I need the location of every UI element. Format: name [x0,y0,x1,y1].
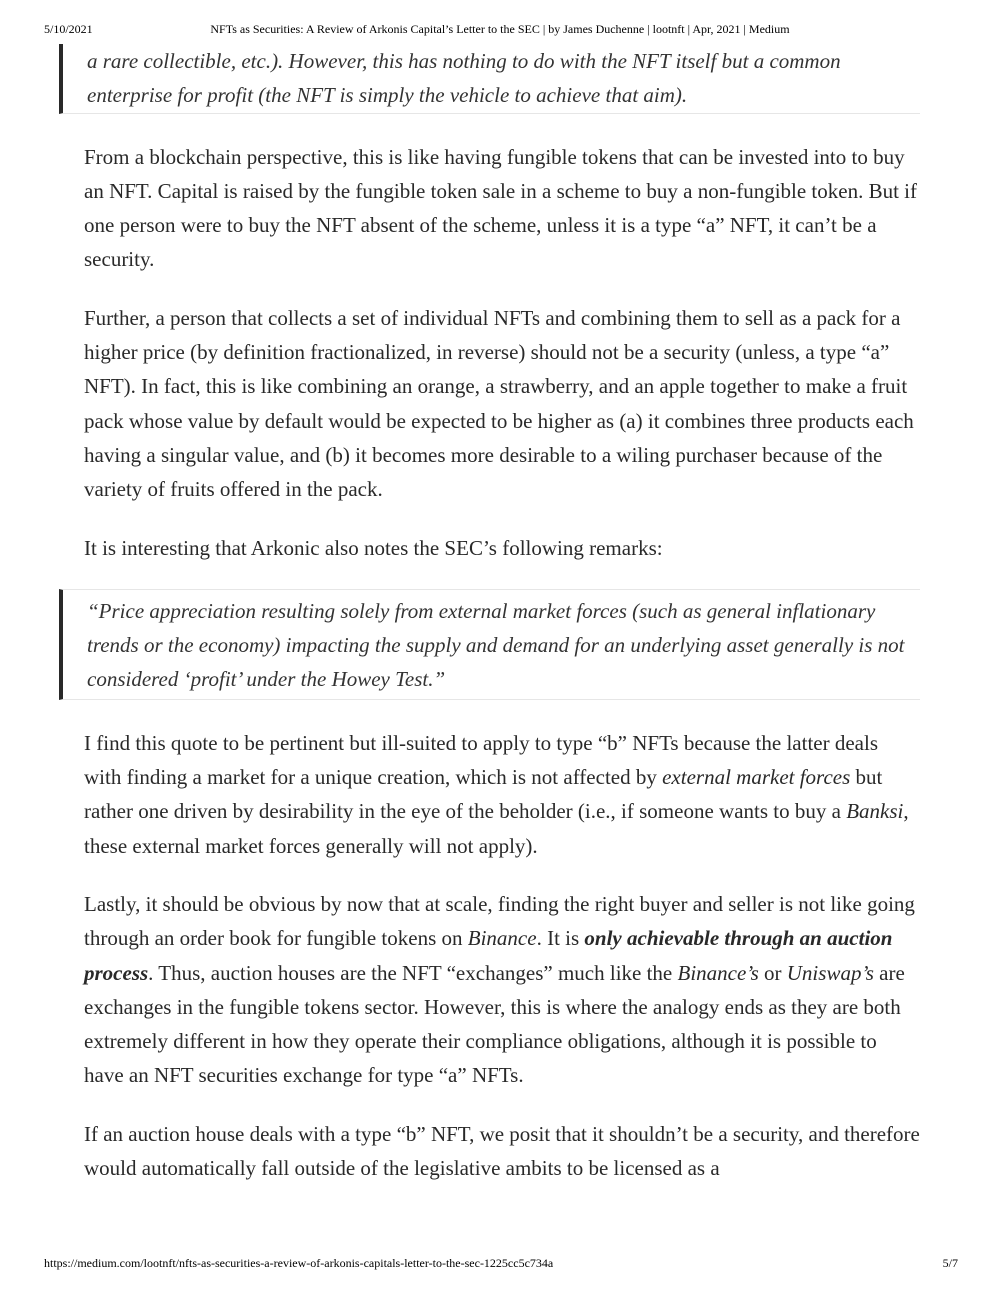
emphasis-text: external market forces [662,765,851,790]
paragraph: If an auction house deals with a type “b” NFT, we posit that it shouldn’t be a security, and therefore would automatically fall outside of the legislative ambits to be licensed as a [84,1121,920,1181]
page-url: https://medium.com/lootnft/nfts-as-securities-a-review-of-arkonis-capitals-letter-to-the-sec-1225cc5c734a [44,1256,554,1270]
article-body [84,44,920,1185]
print-header [0,22,1000,40]
paragraph: Further, a person that collects a set of individual NFTs and combining them to sell as a pack for a higher price (by definition fractionalized, in reverse) should not be a security (unless, a type “a” NFT). In fact, this is like combining an orange, a strawberry, and an apple together to make a fruit pack whose value by default would be expected to be higher as (a) it combines three products each having a singular value, and (b) it becomes more desirable to a wiling purchaser because of the variety of fruits offered in the pack. [84,305,914,502]
emphasis-text: Binance’s [677,960,759,985]
blockquote-sec-remarks: “Price appreciation resulting solely from external market forces (such as general inflationary trends or the economy) impacting the supply and demand for an underlying asset generally is not considered ‘profit’ under the Howey Test.” [59,589,920,700]
emphasis-text: Banksi [846,799,904,824]
emphasis-text: Binance [467,926,537,951]
paragraph: From a blockchain perspective, this is like having fungible tokens that can be invested into to buy an NFT. Capital is raised by the fungible token sale in a scheme to buy a non-fungible token. But if one person were to buy the NFT absent of the scheme, unless it is a type “a” NFT, it can’t be a security. [84,144,918,272]
paragraph: Lastly, it should be obvious by now that at scale, finding the right buyer and seller is not like going through an order book for fungible tokens on Binance. It is only achievable through an auction process. Thus, auction houses are the NFT “exchanges” much like the Binance’s or Uniswap’s are exchanges in the fungible tokens sector. However, this is where the analogy ends as they are both extremely different in how they operate their compliance obligations, although it is possible to have an NFT securities exchange for type “a” NFTs. [84,891,915,1088]
page-number: 5/7 [942,1256,958,1270]
quote-line: a rare collectible, etc.). However, this has nothing to do with the NFT itself but a common [87,49,841,73]
blockquote-continued [59,44,920,114]
print-footer [0,1256,1000,1274]
emphasis-text: Uniswap’s [786,960,874,985]
strong-emphasis-text: only achievable through an auction process [84,926,893,985]
print-date: 5/10/2021 [44,22,93,36]
paragraph: It is interesting that Arkonic also notes the SEC’s following remarks: [84,535,663,560]
paragraph: I find this quote to be pertinent but ill-suited to apply to type “b” NFTs because the latter deals with finding a market for a unique creation, which is not affected by external market forces but rather one driven by desirability in the eye of the beholder (i.e., if someone wants to buy a Banksi, these external market forces generally will not apply). [84,730,909,858]
quote-line: enterprise for profit (the NFT is simply the vehicle to achieve that aim). [87,83,688,108]
print-page-title: NFTs as Securities: A Review of Arkonis Capital’s Letter to the SEC | by James Duchenne | lootnft | Apr, 2021 | Medium [210,22,790,36]
